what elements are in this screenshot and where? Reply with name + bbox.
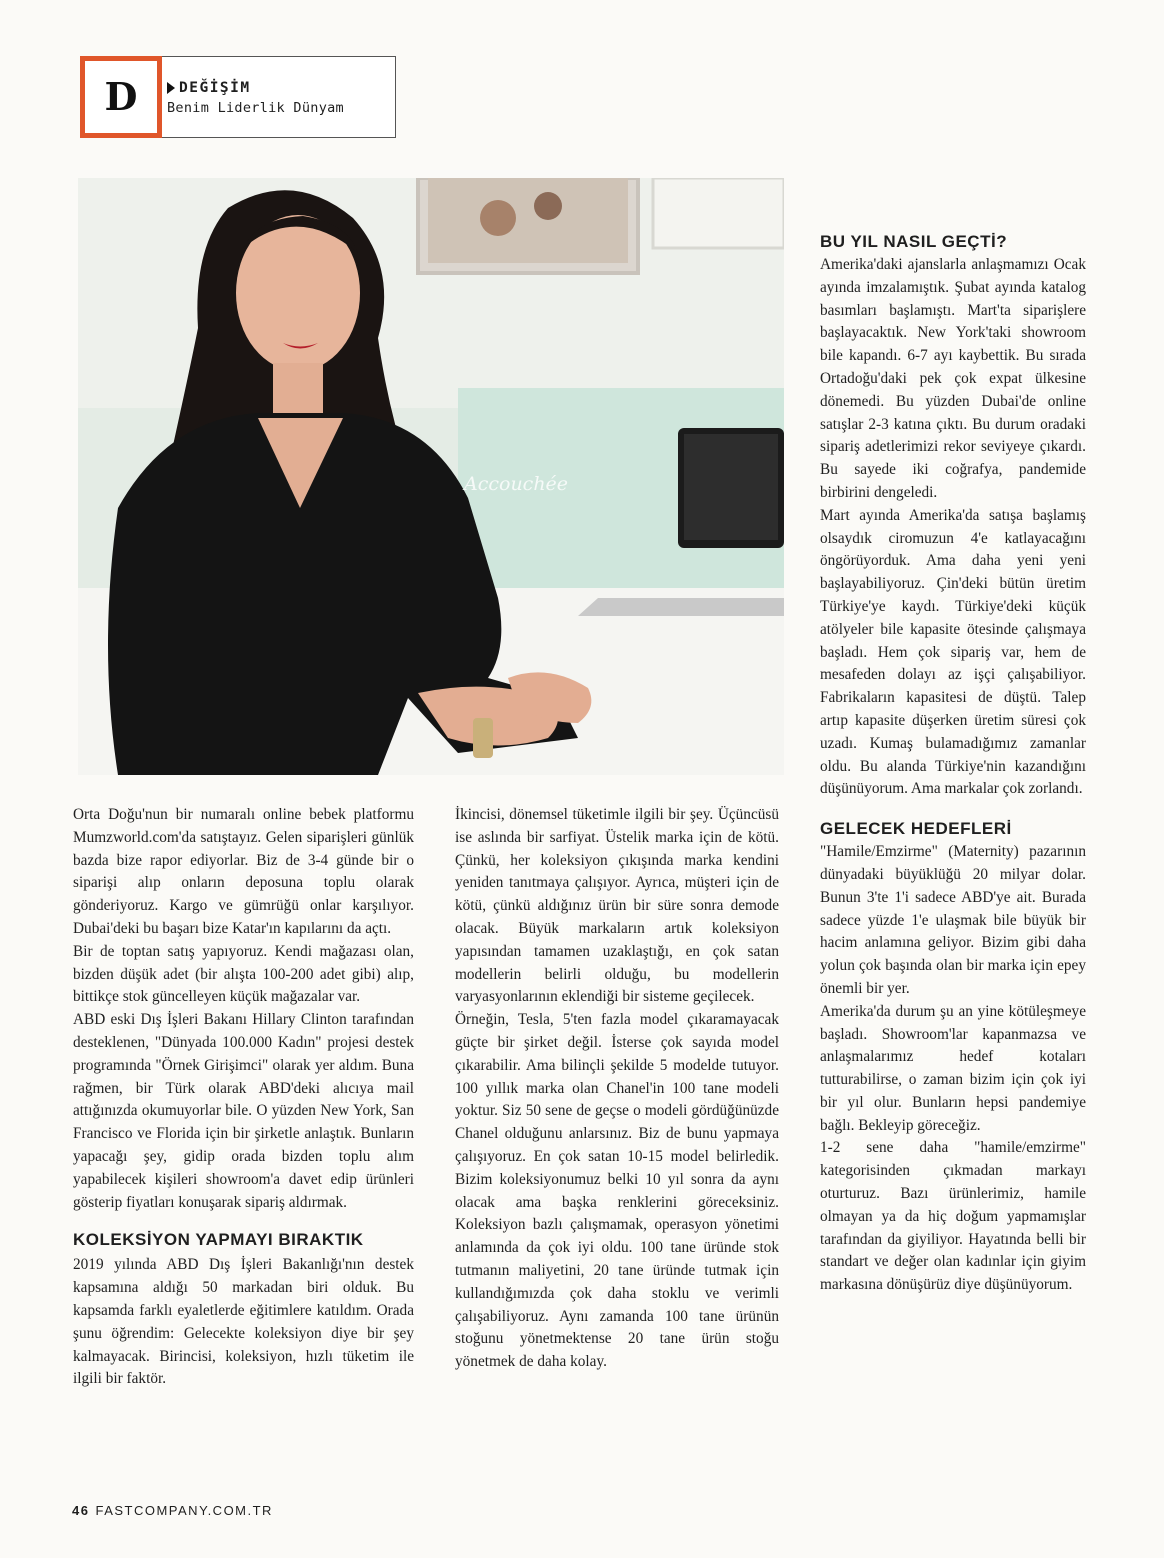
article-column-3 <box>820 230 1086 1297</box>
paragraph: İkincisi, dönemsel tüketimle ilgili bir şey. Üçüncüsü ise aslında bir sarfiyat. Üstelik marka için de kötü. Çünkü, her koleksiyon çıkışında marka kendini yeniden tanıtmaya çalışıyor. Ayrıca, müşteri için de kötü, çünkü aldığınız ürün bir süre sonra demode olacak. Büyük markaların artık koleksiyon yapısından tamamen uzaklaştığı, en çok satan modellerin belirli olduğu, bu modellerin varyasyonlarının eklendiği bir sisteme geçilecek. <box>455 806 779 1006</box>
section-title: DEĞİŞİM <box>179 80 251 96</box>
article-column-1 <box>73 804 414 1391</box>
portrait-illustration <box>78 178 784 775</box>
paragraph: 2019 yılında ABD Dış İşleri Bakanlığı'nın destek kapsamına aldığı 50 markadan biri olduk. Bu kapsamda farklı eyaletlerde eğitimlere katıldım. Orada şunu öğrendim: Gelecekte koleksiyon diye bir şey kalmayacak. Birincisi, koleksiyon, hızlı tüketim ile ilgili bir faktör. <box>73 1256 414 1388</box>
paragraph: Örneğin, Tesla, 5'ten fazla model çıkaramayacak güçte bir şirket değil. İsterse çok sayıda model çıkarabilir. Ama bilinçli şekilde 5 modelde tutuyor. 100 yıllık marka olan Chanel'in 100 tane modeli yoktur. Siz 50 sene de geçse o modeli gördüğünüzde Chanel olduğunu anlarsınız. Biz de bunu yapmaya çalışıyoruz. En çok satan 10-15 model belirledik. Bizim koleksiyonumuz belki 10 yıl sonra da aynı olacak ama başka renklerini göreceksiniz. Koleksiyon bazlı çalışmamak, operasyon yönetimi anlamında da çok iyi oldu. 100 tane üründe stok tutmanın maliyetini, 20 tane üründe tutmak için kullandığımızda çok daha stoklu ve verimli çalışabiliyoruz. Aynı zamanda 100 tane ürünün stoğunu yönetmektense 20 tane ürün stoğu yönetmek de daha kolay. <box>455 1011 779 1371</box>
page-number: 46 <box>72 1503 90 1518</box>
section-heading: KOLEKSİYON YAPMAYI BIRAKTIK <box>73 1230 364 1250</box>
paragraph: "Hamile/Emzirme" (Maternity) pazarının dünyadaki büyüklüğü 20 milyar dolar. Bunun 3'te 1'i sadece ABD'ye ait. Burada sadece yüzde 1'e ulaşmak bile büyük bir hacim anlamına geliyor. Bizim gibi daha yolun çok başında olan bir marka için epey önemli bir yer. <box>820 843 1086 997</box>
section-initial: D <box>104 74 138 119</box>
section-heading: BU YIL NASIL GEÇTİ? <box>820 232 1008 251</box>
publication-name: FASTCOMPANY.COM.TR <box>95 1503 273 1518</box>
paragraph: 1-2 sene daha "hamile/emzirme" kategorisinden çıkmadan markayı oturturuz. Bazı ürünlerimiz, hamile olmayan ya da hiç doğum yapmamışlar tarafından da giyiliyor. Hayatında belli bir standart ve değer olan kadınlar için giyim markasına dönüşürüz diye düşünüyorum. <box>820 1139 1086 1294</box>
portrait-photo <box>78 178 784 775</box>
section-label <box>167 80 251 96</box>
paragraph: Orta Doğu'nun bir numaralı online bebek platformu Mumzworld.com'da satıştayız. Gelen siparişleri günlük bazda bize rapor ediyorlar. Biz de 3-4 günde bir o siparişi alıp onların deposuna toplu olarak gönderiyoruz. Kargo ve gümrüğü onlar karşılıyor. Dubai'deki bu başarı bize Katar'ın kapılarını da açtı. <box>73 806 414 937</box>
article-column-2 <box>455 804 779 1374</box>
page-footer <box>72 1503 273 1518</box>
photo-background-text: Accouchée <box>464 473 569 495</box>
section-initial-box <box>80 56 162 138</box>
paragraph: ABD eski Dış İşleri Bakanı Hillary Clinton tarafından desteklenen, "Dünyada 100.000 Kadın" projesi destek programında "Örnek Girişimci" olarak yer aldım. Buna rağmen, bir Türk olarak ABD'deki alıcıya mail attığınızda okumuyorlar bile. O yüzden New York, San Francisco ve Florida için bir şirketle anlaştık. Bunların yapacağı şey, gidip orada bizden toplu alım yapabilecek kişileri showroom'a davet edip ürünleri gösterip fiyatları konuşarak sipariş aldırmak. <box>73 1011 414 1211</box>
section-subtitle: Benim Liderlik Dünyam <box>167 100 344 116</box>
section-heading: GELECEK HEDEFLERİ <box>820 819 1012 839</box>
paragraph: Bir de toptan satış yapıyoruz. Kendi mağazası olan, bizden düşük adet (bir alışta 100-200 adet gibi) alıp, bittikçe stok güncelleyen küçük mağazalar var. <box>73 942 414 1006</box>
paragraph: Mart ayında Amerika'da satışa başlamış olsaydık ciromuzun 4'e katlayacağını öngörüyorduk. Ama daha yeni yeni başlayabiliyoruz. Çin'deki bütün üretim Türkiye'ye kaydı. Türkiye'deki küçük atölyeler bile kapasite ötesinde çalışmaya başladı. Hem çok sipariş var, hem de mesafeden dolayı az işçi çalışabiliyor. Fabrikaların kapasitesi de düştü. Talep artıp kapasite düşerken üretim süresi çok uzadı. Kumaş bulamadığımız zamanlar oldu. Bu alanda Türkiye'nin kazandığını düşünüyorum. Ama markalar çok zorlandı. <box>820 506 1086 798</box>
triangle-right-icon <box>167 82 175 94</box>
paragraph: Amerika'da durum şu an yine kötüleşmeye başladı. Showroom'lar kapanmazsa ve anlaşmalarımız hedef kotaları tutturabilirse, o zaman bizim için çok iyi bir yıl olur. Bunların hepsi pandemiye bağlı. Bekleyip göreceğiz. <box>820 1002 1086 1134</box>
paragraph: Amerika'daki ajanslarla anlaşmamızı Ocak ayında imzalamıştık. Şubat ayında katalog basımları başlamıştı. Mart'ta siparişlere başlayacaktık. New York'taki showroom bile kapandı. 6-7 ayı kaybettik. Bu sırada Ortadoğu'daki pek çok expat ülkesine dönemedi. Bu yüzden Dubai'de online satışlar 2-3 katına çıktı. Bu durum oradaki sipariş adetlerimizi rekor seviyeye çıkardı. Bu sayede iki coğrafya, pandemide birbirini dengeledi. <box>820 256 1086 501</box>
